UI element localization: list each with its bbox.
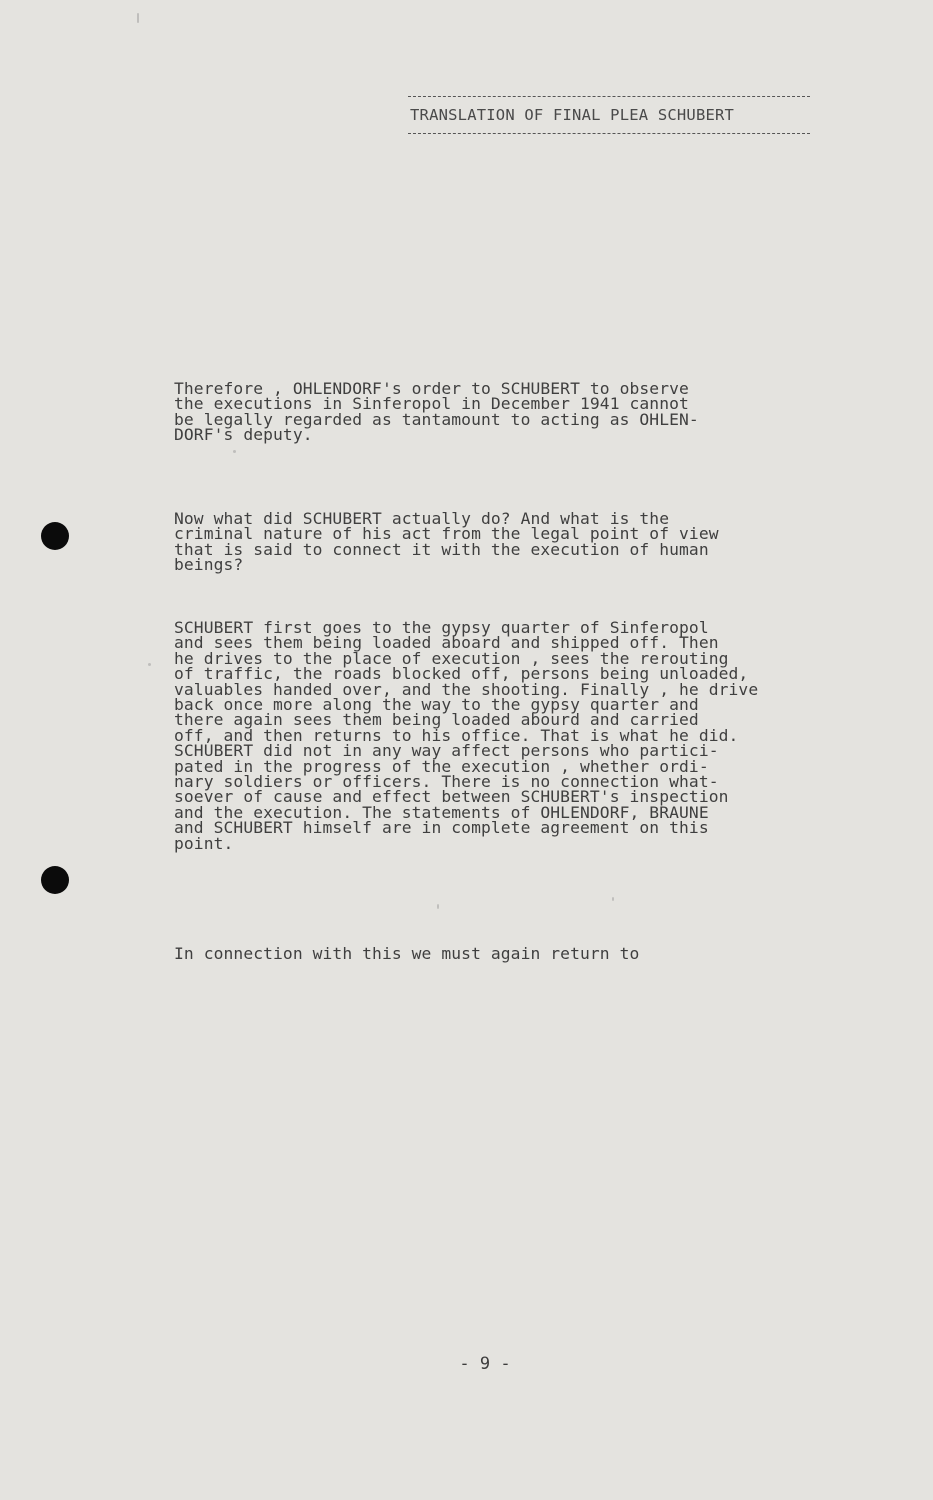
punch-hole-top — [41, 522, 69, 550]
document-header — [408, 96, 810, 134]
text-line: and the execution. The statements of OHLENDORF, BRAUNE — [174, 802, 709, 822]
text-line: criminal nature of his act from the legal point of view — [174, 524, 719, 544]
text-line: be legally regarded as tantamount to acting as OHLEN- — [174, 409, 699, 429]
text-line: there again sees them being loaded abourd and carried — [174, 710, 699, 730]
document-title: TRANSLATION OF FINAL PLEA SCHUBERT — [410, 106, 735, 124]
header-rule-top — [408, 96, 810, 97]
paragraph-continuation — [174, 946, 874, 961]
text-line: off, and then returns to his office. That is what he did. — [174, 725, 739, 745]
paper-mark — [612, 897, 614, 901]
text-line: and SCHUBERT himself are in complete agreement on this — [174, 818, 709, 838]
text-line: the executions in Sinferopol in December 1941 cannot — [174, 394, 689, 414]
text-line: SCHUBERT did not in any way affect persons who partici- — [174, 741, 719, 761]
page-number: - 9 - — [459, 1354, 511, 1374]
paper-mark — [437, 904, 439, 909]
text-line: of traffic, the roads blocked off, persons being unloaded, — [174, 664, 749, 684]
paper-mark — [137, 13, 139, 23]
text-line: and sees them being loaded aboard and shipped off. Then — [174, 633, 719, 653]
text-line: nary soldiers or officers. There is no connection what- — [174, 772, 719, 792]
text-line: back once more along the way to the gypsy quarter and — [174, 695, 699, 715]
text-line: Now what did SCHUBERT actually do? And what is the — [174, 509, 670, 528]
text-line: he drives to the place of execution , sees the rerouting — [174, 648, 729, 668]
text-line: point. — [174, 833, 234, 853]
text-line: pated in the progress of the execution , whether ordi- — [174, 756, 709, 776]
paragraph-account-of-events — [174, 620, 874, 851]
text-line: that is said to connect it with the execution of human — [174, 539, 709, 559]
header-rule-bottom — [408, 133, 810, 134]
paper-mark — [148, 663, 151, 666]
text-line: Therefore , OHLENDORF's order to SCHUBERT to observe — [174, 379, 689, 398]
text-line: beings? — [174, 555, 244, 575]
paragraph-question — [174, 511, 874, 573]
paragraph-deputy-argument — [174, 381, 874, 443]
text-line: In connection with this we must again return to — [174, 944, 640, 963]
text-line: DORF's deputy. — [174, 425, 313, 445]
text-line: valuables handed over, and the shooting. Finally , he drive — [174, 679, 759, 699]
text-line: SCHUBERT first goes to the gypsy quarter of Sinferopol — [174, 618, 709, 637]
punch-hole-bottom — [41, 866, 69, 894]
text-line: soever of cause and effect between SCHUBERT's inspection — [174, 787, 729, 807]
paper-mark — [233, 450, 236, 453]
